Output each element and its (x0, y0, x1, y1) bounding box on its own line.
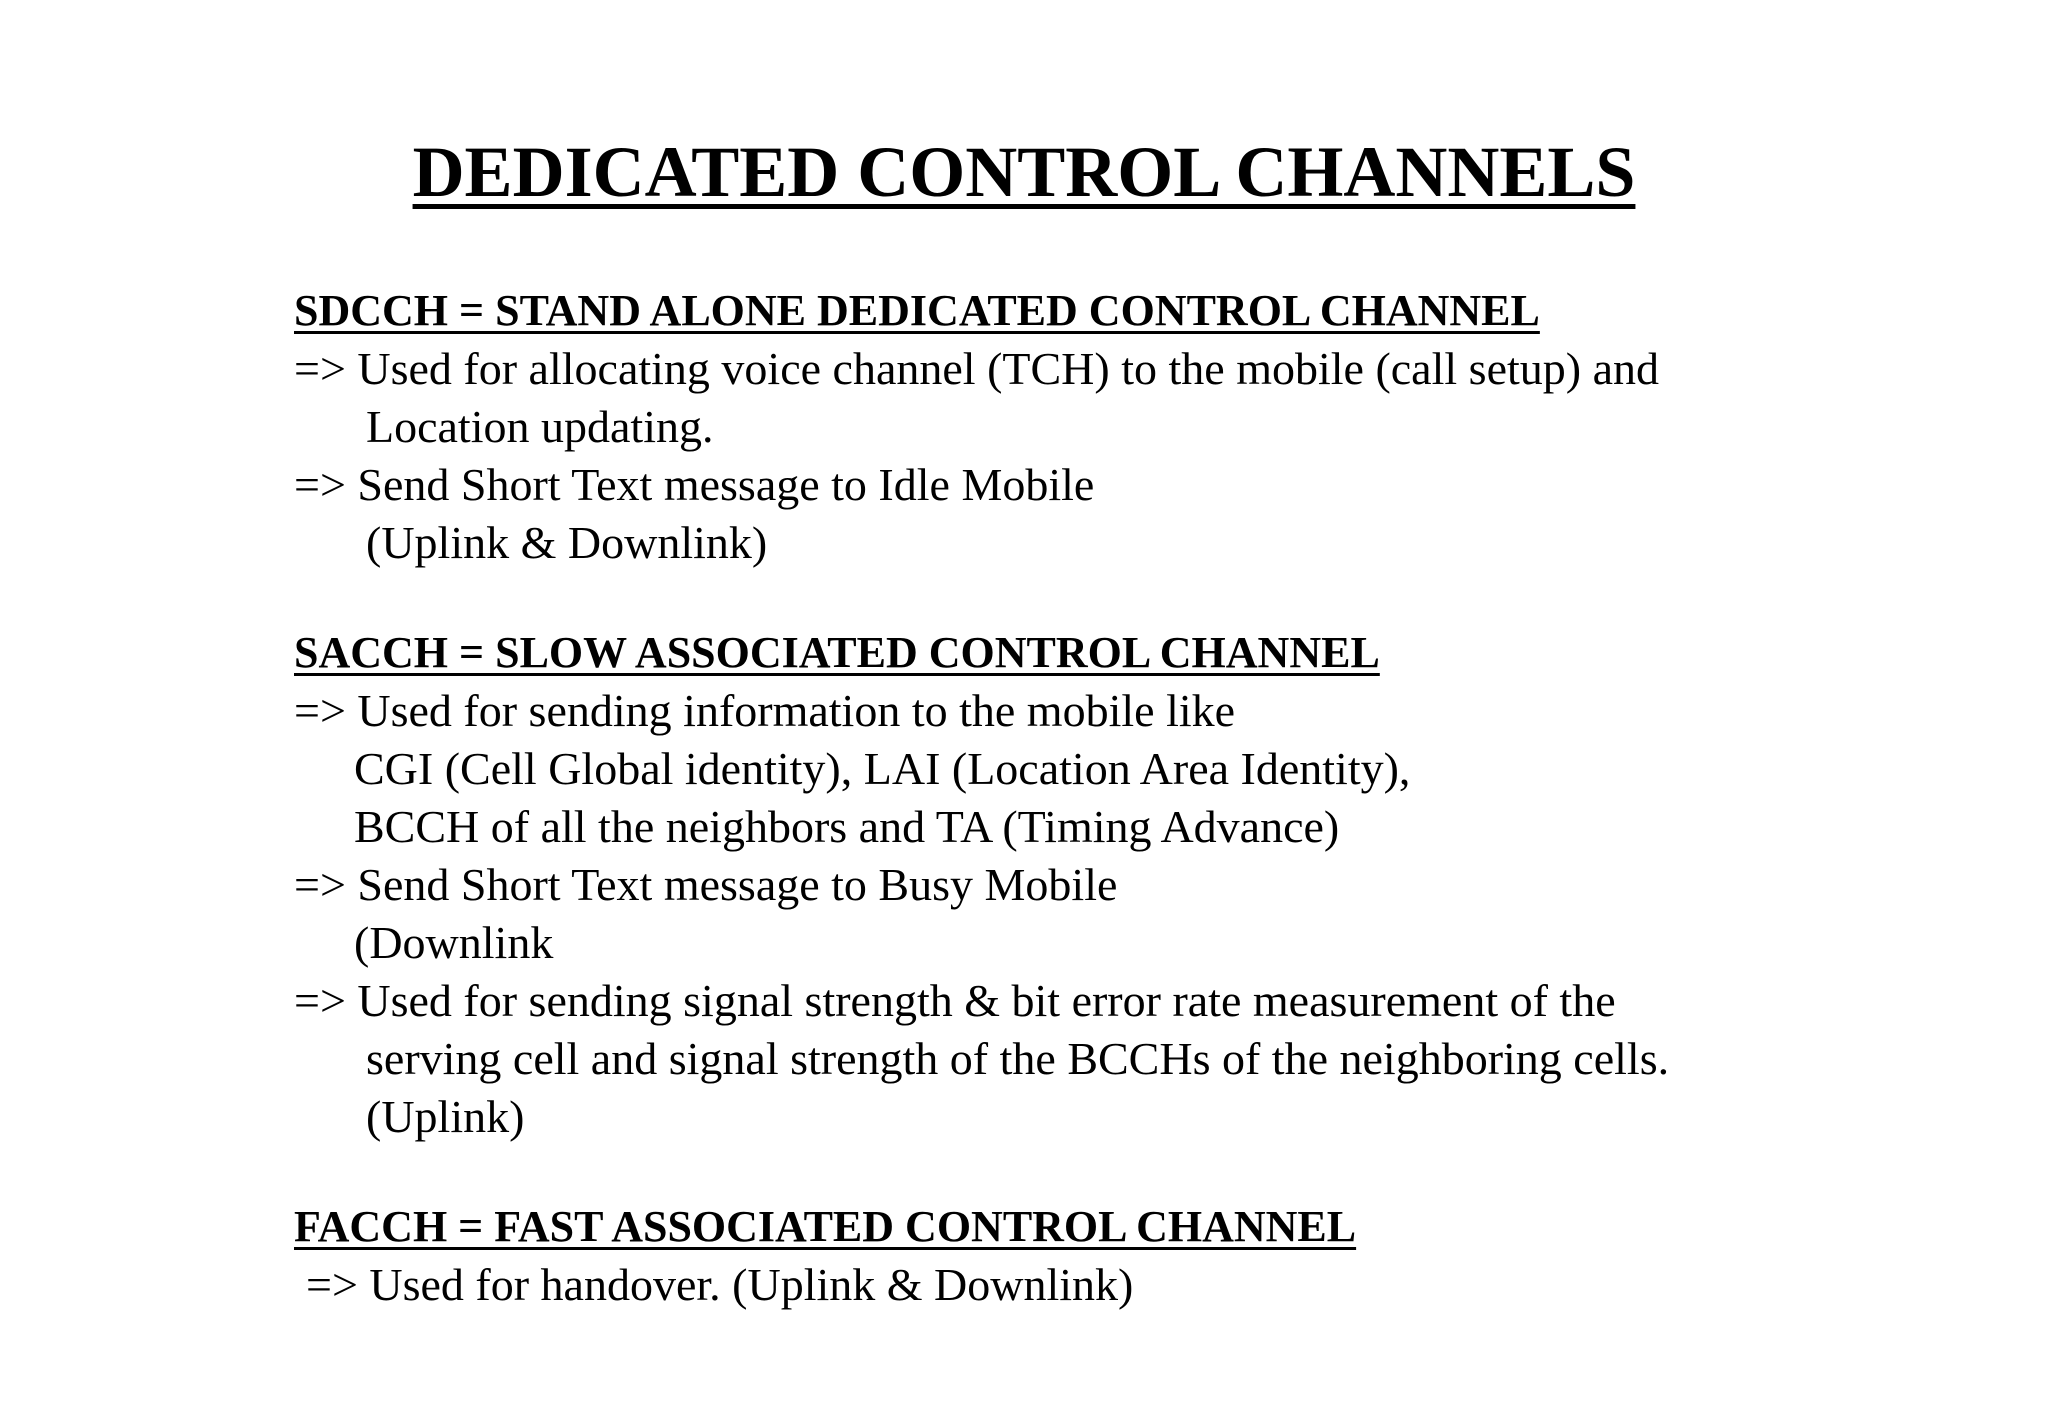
continuation-line: (Downlink (354, 917, 554, 968)
bullet-line: => Used for allocating voice channel (TCH) to the mobile (call setup) and (294, 343, 1659, 394)
bullet-line: => Send Short Text message to Idle Mobile (294, 459, 1095, 510)
continuation-line: (Uplink & Downlink) (366, 517, 768, 568)
section-facch (294, 1198, 2014, 1314)
section-heading: FACCH = FAST ASSOCIATED CONTROL CHANNEL (294, 1202, 1357, 1251)
continuation-line: serving cell and signal strength of the BCCHs of the neighboring cells. (366, 1033, 1670, 1084)
continuation-line: BCCH of all the neighbors and TA (Timing Advance) (354, 801, 1340, 852)
section-sdcch (294, 282, 2014, 572)
page-title-text: DEDICATED CONTROL CHANNELS (412, 132, 1636, 212)
continuation-line: CGI (Cell Global identity), LAI (Location Area Identity), (354, 743, 1411, 794)
bullet-line: => Used for handover. (Uplink & Downlink) (306, 1259, 1134, 1310)
section-heading: SACCH = SLOW ASSOCIATED CONTROL CHANNEL (294, 628, 1380, 677)
continuation-line: Location updating. (366, 401, 714, 452)
bullet-line: => Send Short Text message to Busy Mobile (294, 859, 1118, 910)
section-heading: SDCCH = STAND ALONE DEDICATED CONTROL CHANNEL (294, 286, 1540, 335)
bullet-line: => Used for sending signal strength & bit error rate measurement of the (294, 975, 1616, 1026)
continuation-line: (Uplink) (366, 1091, 525, 1142)
bullet-line: => Used for sending information to the mobile like (294, 685, 1236, 736)
section-sacch (294, 624, 2014, 1146)
page-title (0, 128, 2048, 216)
